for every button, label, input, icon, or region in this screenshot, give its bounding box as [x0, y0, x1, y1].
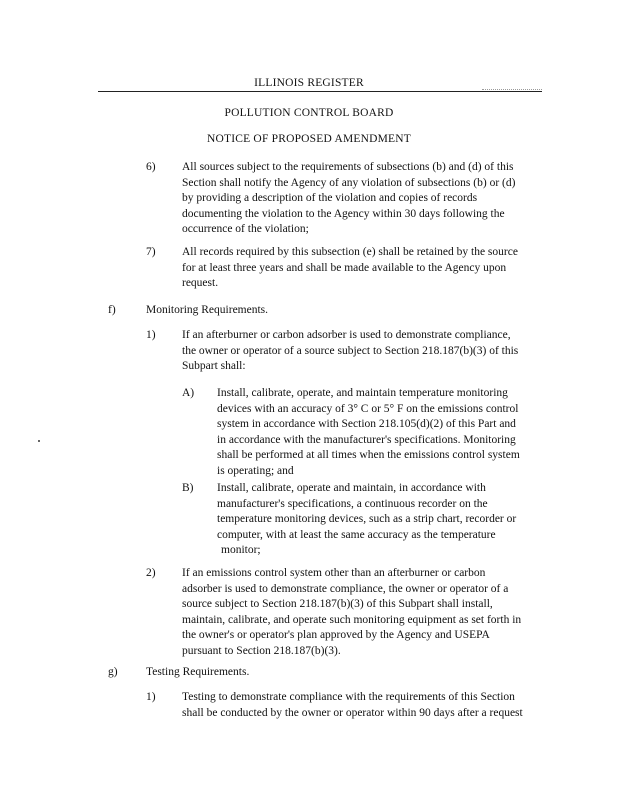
item-f2-line: adsorber is used to demonstrate compliance, the owner or operator of a: [182, 582, 509, 595]
section-f-heading-text: Monitoring Requirements.: [146, 304, 269, 316]
item-f1A-text: [217, 386, 520, 479]
item-g1-label: 1): [146, 691, 156, 703]
notice-title: NOTICE OF PROPOSED AMENDMENT: [207, 133, 411, 145]
item-f1B-line: temperature monitoring devices, such as a strip chart, recorder or: [217, 513, 517, 525]
item-f2-line: the owner's or operator's plan approved by the Agency and USEPA: [182, 629, 490, 641]
item-f2-line: source subject to Section 218.187(b)(3) of this Subpart shall install,: [182, 598, 493, 610]
item-f1A-line: in accordance with the manufacturer's specifications. Monitoring: [217, 433, 516, 446]
item-f1A-line: devices with an accuracy of 3° C or 5° F on the emissions control: [217, 402, 519, 415]
item-f1B-line: Install, calibrate, operate and maintain, in accordance with: [217, 482, 486, 494]
section-f-heading: [146, 303, 268, 319]
item-e6-line: All sources subject to the requirements of subsections (b) and (d) of this: [182, 161, 514, 173]
item-f1A-line: shall be performed at all times when the emissions control system: [217, 449, 520, 461]
item-e6-line: occurrence of the violation;: [182, 223, 309, 235]
header-rule: [98, 91, 542, 92]
item-f1B-text: [217, 481, 516, 559]
item-f1-label: 1): [146, 329, 156, 341]
section-g-heading-text: Testing Requirements.: [146, 666, 250, 678]
item-g1-line: Testing to demonstrate compliance with the requirements of this Section: [182, 691, 515, 703]
section-f-label: f): [108, 304, 116, 316]
scan-speck: [38, 440, 40, 442]
item-f1-line: the owner or operator of a source subject to Section 218.187(b)(3) of this: [182, 344, 519, 357]
header-rule-tail: [482, 89, 542, 90]
item-f1A-line: system in accordance with Section 218.105(d)(2) of this Part and: [217, 418, 516, 430]
item-f1A-label: A): [182, 387, 195, 399]
section-g-label: g): [108, 666, 118, 678]
item-f1B-line: monitor;: [221, 544, 261, 556]
item-e7-line: All records required by this subsection (e) shall be retained by the source: [182, 246, 518, 258]
board-name: POLLUTION CONTROL BOARD: [224, 107, 394, 119]
item-f1-text: [182, 328, 518, 375]
section-g-heading: [146, 665, 249, 681]
item-e7-text: [182, 245, 518, 292]
item-f2-line: If an emissions control system other than an afterburner or carbon: [182, 567, 486, 579]
item-f1B-line: computer, with at least the same accuracy as the temperature: [217, 528, 496, 541]
item-e7-label: 7): [146, 246, 156, 258]
item-f2-text: [182, 566, 521, 659]
register-title: ILLINOIS REGISTER: [254, 77, 364, 89]
item-f2-label: 2): [146, 567, 156, 579]
item-e6-line: Section shall notify the Agency of any violation of subsections (b) or (d): [182, 176, 516, 189]
item-e6-line: by providing a description of the violation and copies of records: [182, 192, 478, 204]
item-g1-line: shall be conducted by the owner or operator within 90 days after a request: [182, 706, 523, 719]
item-e7-line: request.: [182, 277, 219, 289]
item-f2-line: pursuant to Section 218.187(b)(3).: [182, 644, 341, 657]
item-e7-line: for at least three years and shall be made available to the Agency upon: [182, 261, 507, 274]
item-e6-label: 6): [146, 161, 156, 173]
item-f1-line: If an afterburner or carbon adsorber is used to demonstrate compliance,: [182, 329, 511, 341]
item-f2-line: maintain, calibrate, and operate such monitoring equipment as set forth in: [182, 613, 522, 626]
item-g1-text: [182, 690, 523, 721]
item-e6-line: documenting the violation to the Agency within 30 days following the: [182, 207, 505, 220]
item-e6-text: [182, 160, 515, 238]
item-f1A-line: is operating; and: [217, 464, 294, 477]
item-f1B-label: B): [182, 482, 194, 494]
item-f1A-line: Install, calibrate, operate, and maintain temperature monitoring: [217, 387, 508, 399]
item-f1B-line: manufacturer's specifications, a continuous recorder on the: [217, 497, 488, 510]
item-f1-line: Subpart shall:: [182, 360, 246, 372]
